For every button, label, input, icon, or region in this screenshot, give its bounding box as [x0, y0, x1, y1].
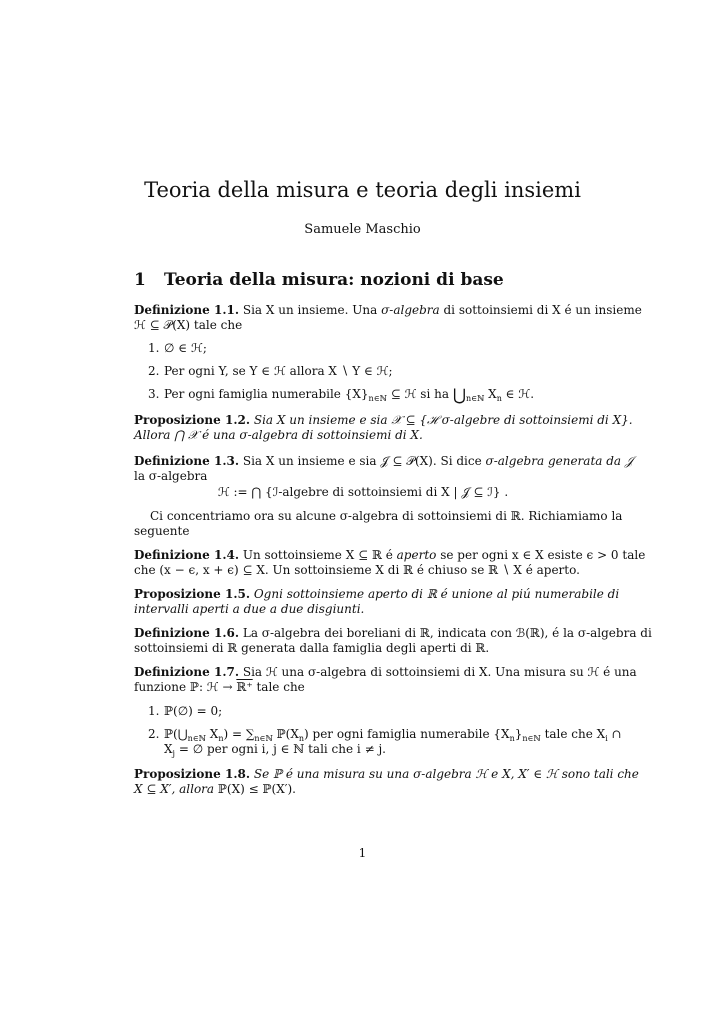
definition-1-6: [134, 626, 652, 656]
proposition-1-8: [134, 767, 639, 797]
math-subscript: n∈ℕ: [368, 394, 387, 403]
list-number: 2.: [148, 727, 160, 741]
author-name: Samuele Maschio: [304, 222, 421, 237]
list-text: ∩: [607, 727, 622, 741]
definition-term: σ-algebra generata da 𝒥: [485, 454, 634, 468]
definition-head: Definizione 1.3.: [134, 454, 240, 468]
paragraph: [134, 509, 623, 539]
list-item: [148, 704, 592, 719]
list-text: ℙ(X: [272, 727, 299, 741]
list-number: 3.: [148, 387, 160, 401]
definition-head: Definizione 1.7.: [134, 665, 240, 679]
math-subscript: i: [605, 734, 608, 743]
proposition-head: Proposizione 1.5.: [134, 587, 251, 601]
definition-text: Sia X un insieme e sia 𝒥 ⊆ 𝒫(X). Si dice: [239, 454, 486, 468]
list-text: Per ogni Y, se Y ∈ ℋ allora X ∖ Y ∈ ℋ;: [164, 364, 393, 378]
definition-text: che (x − ϵ, x + ϵ) ⊆ X. Un sottoinsieme X di ℝ é chiuso se ℝ ∖ X é aperto.: [134, 563, 580, 577]
list-item: [148, 341, 592, 356]
page-number: 1: [358, 846, 367, 860]
section-heading: [134, 270, 504, 290]
definition-text: se per ogni x ∈ X esiste ϵ > 0 tale: [436, 548, 646, 562]
proposition-text: X ⊆ X′, allora: [134, 782, 218, 796]
extended-reals-symbol: ℝ⁺: [236, 680, 253, 694]
list-item: [148, 727, 622, 758]
math-subscript: n∈ℕ: [254, 734, 273, 743]
definition-1-3: [134, 454, 634, 484]
math-subscript: j: [172, 749, 176, 758]
list-text: tale che X: [540, 727, 606, 741]
math-subscript: n∈ℕ: [187, 734, 206, 743]
list-text: Per ogni famiglia numerabile {X: [164, 387, 361, 401]
definition-text: Sia X un insieme. Una: [239, 303, 382, 317]
proposition-text: Allora ⋂ 𝒳 é una σ-algebra di sottoinsiemi di X.: [134, 428, 423, 442]
definition-head: Definizione 1.4.: [134, 548, 240, 562]
math-subscript: n: [218, 734, 224, 743]
proposition-1-5: [134, 587, 620, 617]
list-text: ⊆ ℋ si ha: [386, 387, 453, 401]
math-subscript: n: [509, 734, 515, 743]
list-item: 3. Per ogni famiglia numerabile $\{X\}_{n\in ℕ}$ ⊆ ℋ si ha $⋃_{n\in ℕ}$ $X_n$ ∈ ℋ.: [148, 385, 535, 404]
definition-text: sottoinsiemi di ℝ generata dalla famiglia degli aperti di ℝ.: [134, 641, 490, 655]
math-subscript: n∈ℕ: [465, 394, 485, 403]
definition-text: La σ-algebra dei boreliani di ℝ, indicata con ℬ(ℝ), é la σ-algebra di: [239, 626, 652, 640]
list-number: 1.: [148, 341, 160, 355]
definition-text: tale che: [252, 680, 305, 694]
definition-text: Sia ℋ una σ-algebra di sottoinsiemi di X. Una misura su ℋ é una: [239, 665, 637, 679]
list-text: = ∅ per ogni i, j ∈ ℕ tali che i ≠ j.: [175, 742, 386, 756]
proposition-text: intervalli aperti a due a due disgiunti.: [134, 602, 365, 616]
paragraph-text: seguente: [134, 524, 190, 538]
list-text: ∈ ℋ.: [501, 387, 535, 401]
definition-1-7: [134, 665, 637, 695]
proposition-text: Se ℙ é una misura su una σ-algebra ℋ e X, X′ ∈ ℋ sono tali che: [250, 767, 639, 781]
definition-term: aperto: [396, 548, 437, 562]
proposition-text: Sia X un insieme e sia 𝒳 ⊆ {ℋ σ-algebre di sottoinsiemi di X}.: [250, 413, 633, 427]
math-subscript: n∈ℕ: [522, 734, 541, 743]
section-title: Teoria della misura: nozioni di base: [164, 270, 504, 290]
definition-head: Definizione 1.6.: [134, 626, 240, 640]
list-text: ) = ∑: [223, 727, 255, 741]
list-item: [148, 364, 592, 379]
definition-1-4: [134, 548, 646, 578]
math-subscript: n: [298, 734, 305, 743]
list-text: }: [514, 727, 523, 741]
definition-term: σ-algebra: [381, 303, 440, 317]
math-subscript: n: [496, 394, 502, 403]
list-number: 1.: [148, 704, 160, 718]
list-text: X: [205, 727, 219, 741]
list-text: ∅ ∈ ℋ;: [164, 341, 207, 355]
display-formula: ℋ := ⋂ {ℐ-algebre di sottoinsiemi di X | 𝒥 ⊆ ℐ} .: [217, 485, 509, 499]
definition-text: di sottoinsiemi di X é un insieme: [439, 303, 642, 317]
list-text: X: [164, 742, 173, 756]
paragraph-text: Ci concentriamo ora su alcune σ-algebra di sottoinsiemi di ℝ. Richiamiamo la: [150, 509, 623, 523]
paper-title: Teoria della misura e teoria degli insiemi: [144, 178, 581, 202]
list-text: ) per ogni famiglia numerabile {X: [304, 727, 510, 741]
proposition-head: Proposizione 1.2.: [134, 413, 251, 427]
definition-head: Definizione 1.1.: [134, 303, 240, 317]
section-number: 1: [134, 270, 146, 290]
definition-1-1: [134, 303, 642, 333]
list-text: X: [484, 387, 497, 401]
union-symbol: ⋃: [452, 385, 466, 404]
proposition-1-2: [134, 413, 633, 443]
list-text: ℙ(∅) = 0;: [164, 704, 223, 718]
proposition-head: Proposizione 1.8.: [134, 767, 251, 781]
proposition-text: ℙ(X) ≤ ℙ(X′).: [217, 782, 296, 796]
list-text: ℙ(⋃: [164, 727, 188, 741]
list-number: 2.: [148, 364, 160, 378]
definition-text: funzione ℙ: ℋ →: [134, 680, 237, 694]
definition-text: la σ-algebra: [134, 469, 208, 483]
definition-text: ℋ ⊆ 𝒫(X) tale che: [134, 318, 243, 332]
definition-text: Un sottoinsieme X ⊆ ℝ é: [239, 548, 397, 562]
proposition-text: Ogni sottoinsieme aperto di ℝ é unione al piú numerabile di: [250, 587, 620, 601]
